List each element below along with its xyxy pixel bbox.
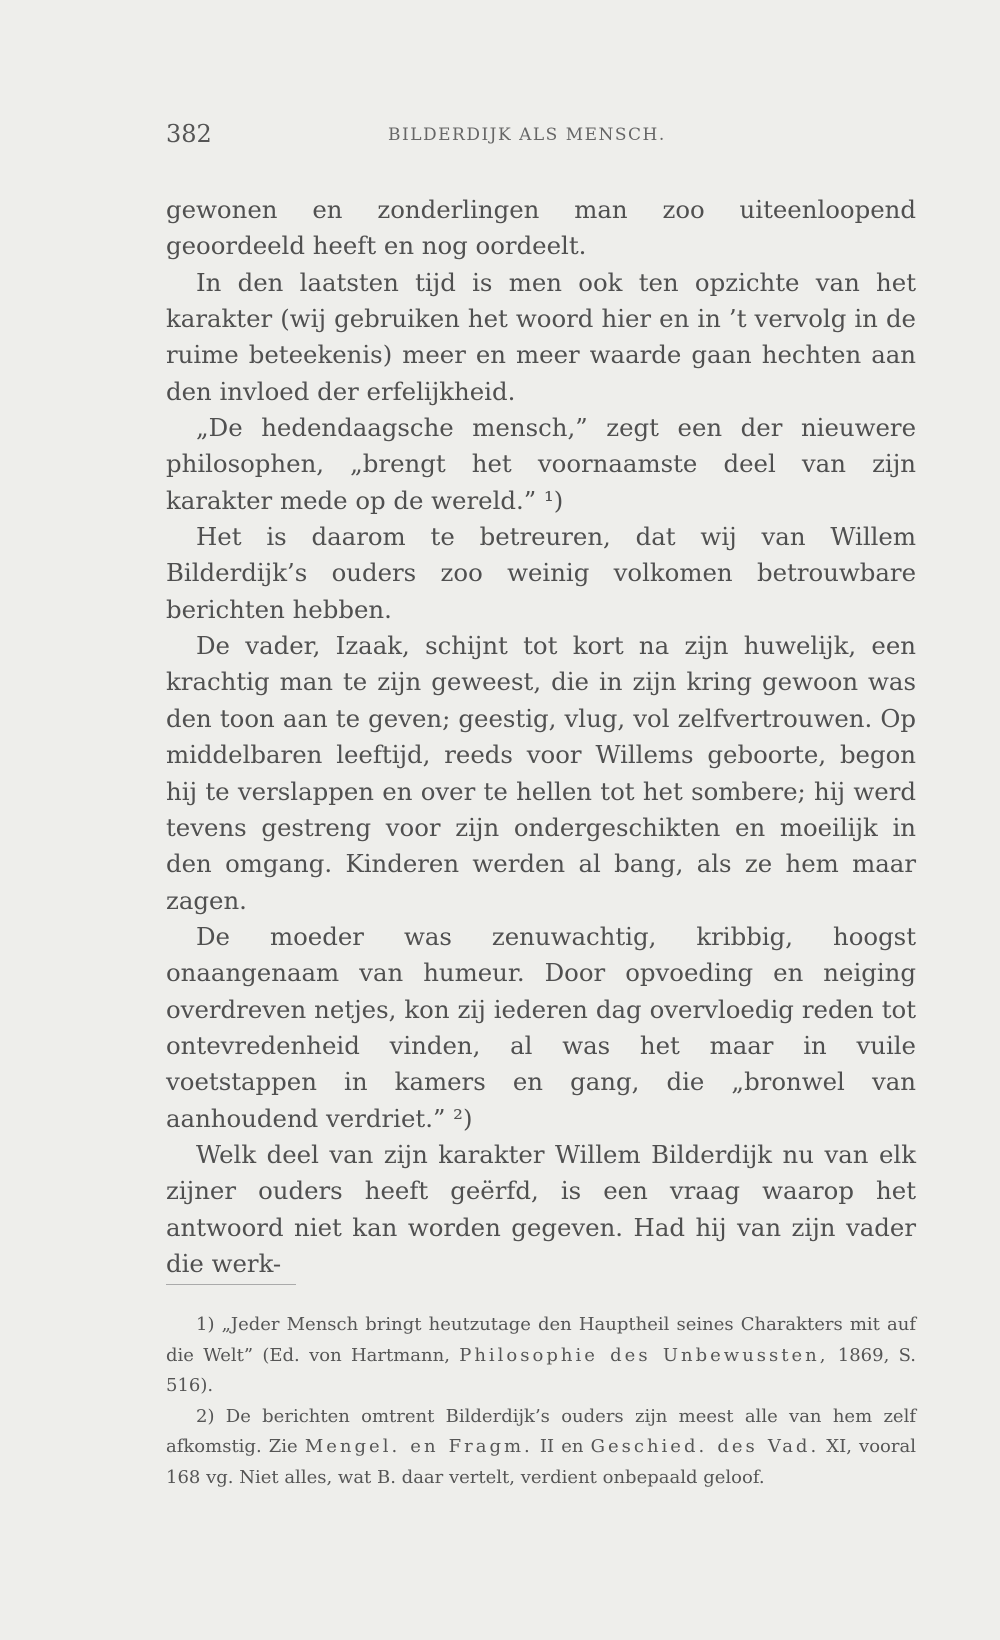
paragraph: In den laatsten tijd is men ook ten opzichte van het karakter (wij gebruiken het woord hier en in ’t vervolg in de ruime beteekenis) meer en meer waarde gaan hechten aan den invloed der erfelijkheid. xyxy=(166,267,916,406)
footnotes xyxy=(166,1310,916,1493)
footnote-book-title: Philosophie des Unbewussten, xyxy=(459,1344,829,1366)
footnote-book-title: Geschied. des Vad. xyxy=(590,1436,820,1457)
page-number: 382 xyxy=(166,120,212,148)
footnote-book-title: Mengel. en Fragm. xyxy=(304,1436,533,1457)
footnote-1 xyxy=(166,1310,916,1402)
body-text xyxy=(166,192,916,1282)
footnote-2 xyxy=(166,1402,916,1494)
page-header xyxy=(166,120,912,154)
paragraph: De moeder was zenuwachtig, kribbig, hoogst onaangenaam van humeur. Door opvoeding en neiging overdreven netjes, kon zij iederen dag overvloedig reden tot ontevredenheid vinden, al was het maar in vuile voetstappen in kamers en gang, die „bronwel van aanhoudend verdriet.” ²) xyxy=(166,921,916,1133)
paragraph: Het is daarom te betreuren, dat wij van Willem Bilderdijk’s ouders zoo weinig volkomen betrouwbare berichten hebben. xyxy=(166,522,916,624)
header-wavy-rule xyxy=(166,160,912,166)
paragraph: De vader, Izaak, schijnt tot kort na zijn huwelijk, een krachtig man te zijn geweest, die in zijn kring gewoon was den toon aan te geven; geestig, vlug, vol zelfvertrouwen. Op middelbaren leeftijd, reeds voor Willems geboorte, begon hij te verslappen en over te hellen tot het sombere; hij werd tevens gestreng voor zijn ondergeschikten en moeilijk in den omgang. Kinderen werden al bang, als ze hem maar zagen. xyxy=(166,631,916,915)
paragraph: Welk deel van zijn karakter Willem Bilderdijk nu van elk zijner ouders heeft geërfd, is een vraag waarop het antwoord niet kan worden gegeven. Had hij van zijn vader die werk- xyxy=(166,1139,916,1278)
footnote-text: 1869, S. 516). xyxy=(166,1344,916,1396)
footnote-text: XI, vooral 168 vg. Niet alles, wat B. daar vertelt, verdient onbepaald geloof. xyxy=(166,1436,916,1488)
footnote-text: II en xyxy=(539,1436,584,1457)
footnote-separator xyxy=(166,1284,296,1285)
paragraph: „De hedendaagsche mensch,” zegt een der nieuwere philosophen, „brengt het voornaamste deel van zijn karakter mede op de wereld.” ¹) xyxy=(166,413,916,515)
footnote-text: 2) De berichten omtrent Bilderdijk’s ouders zijn meest alle van hem zelf afkomstig. Zie xyxy=(166,1405,916,1457)
running-title: BILDERDIJK ALS MENSCH. xyxy=(388,125,666,145)
paragraph: gewonen en zonderlingen man zoo uiteenloopend geoordeeld heeft en nog oordeelt. xyxy=(166,195,916,261)
footnote-text: 1) „Jeder Mensch bringt heutzutage den Hauptheil seines Charakters mit auf die Welt” (Ed. von Hartmann, xyxy=(166,1314,916,1366)
